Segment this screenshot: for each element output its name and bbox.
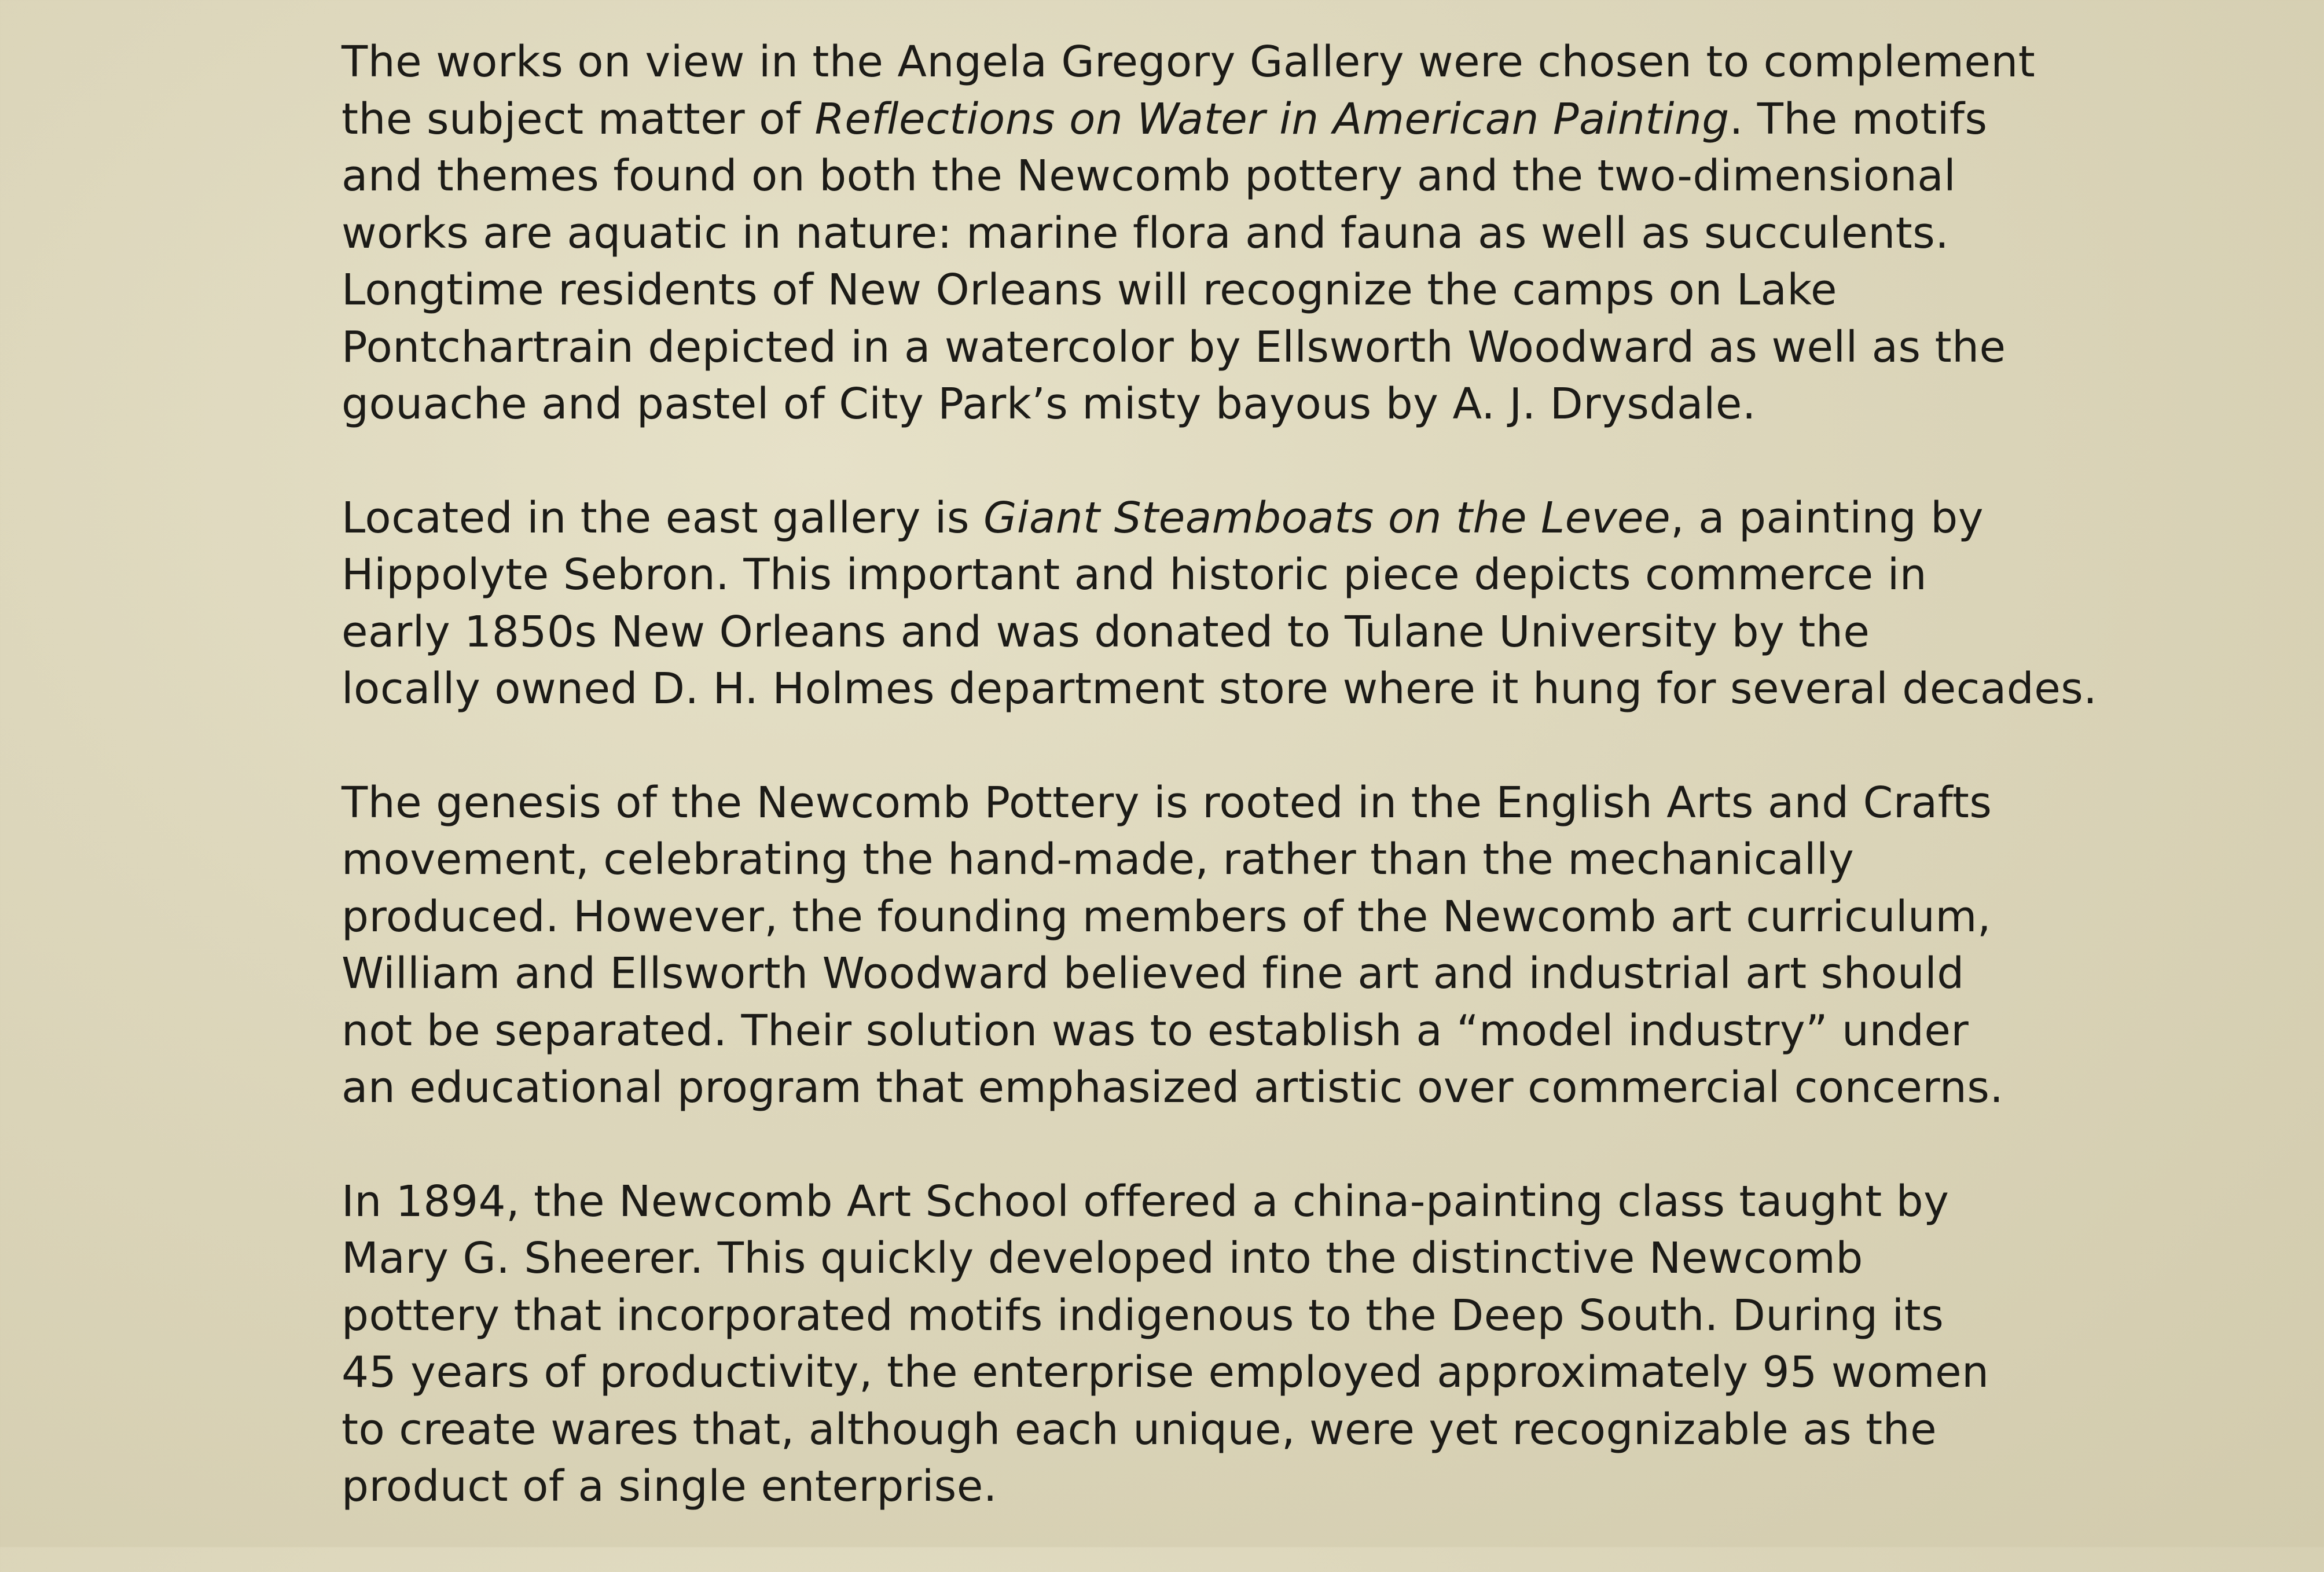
label-text: product of a single enterprise. — [342, 1461, 997, 1511]
label-text: to create wares that, although each unique, were yet recognizable as the — [342, 1404, 1937, 1455]
label-paragraph — [342, 1173, 2078, 1515]
label-line — [342, 604, 2078, 661]
label-line — [342, 376, 2078, 433]
label-paragraph — [342, 34, 2078, 433]
label-line — [342, 945, 2078, 1002]
label-text: works are aquatic in nature: marine flora and fauna as well as succulents. — [342, 208, 1949, 258]
label-text: In 1894, the Newcomb Art School offered a china-painting class taught by — [342, 1176, 1949, 1226]
label-paragraph — [342, 774, 2078, 1116]
label-text: locally owned D. H. Holmes department store where it hung for several decades. — [342, 664, 2098, 714]
label-line — [342, 1401, 2078, 1459]
label-line — [342, 1059, 2078, 1116]
label-line — [342, 660, 2098, 718]
label-text: The works on view in the Angela Gregory Gallery were chosen to complement — [342, 37, 2036, 87]
label-text: produced. However, the founding members of the Newcomb art curriculum, — [342, 891, 1992, 942]
label-text: movement, celebrating the hand-made, rather than the mechanically — [342, 835, 1855, 884]
italic-title: Reflections on Water in American Painting — [814, 94, 1730, 144]
label-line — [342, 831, 2078, 888]
label-line — [342, 546, 2078, 604]
label-line — [342, 1287, 2078, 1345]
label-line — [342, 1344, 2078, 1401]
label-line — [342, 1230, 2078, 1287]
label-line — [342, 1002, 2078, 1060]
label-text: not be separated. Their solution was to establish a “model industry” under — [342, 1005, 1969, 1056]
italic-title: Giant Steamboats on the Levee — [983, 493, 1671, 543]
label-text: 45 years of productivity, the enterprise employed approximately 95 women — [342, 1347, 1989, 1397]
label-line — [342, 319, 2078, 376]
label-line — [342, 91, 2078, 148]
label-text: Pontchartrain depicted in a watercolor by Ellsworth Woodward as well as the — [342, 322, 2006, 372]
label-line — [342, 148, 2078, 205]
label-line — [342, 490, 2078, 547]
label-text: Hippolyte Sebron. This important and historic piece depicts commerce in — [342, 550, 1928, 600]
label-line — [342, 1458, 2078, 1515]
label-text: Longtime residents of New Orleans will recognize the camps on Lake — [342, 265, 1838, 315]
label-text: an educational program that emphasized artistic over commercial concerns. — [342, 1063, 2004, 1112]
label-text: gouache and pastel of City Park’s misty bayous by A. J. Drysdale. — [342, 379, 1756, 429]
label-line — [342, 1173, 2078, 1231]
label-line — [342, 205, 2078, 262]
label-text: the subject matter of — [342, 94, 815, 144]
label-text: . The motifs — [1729, 94, 1988, 144]
label-text: Mary G. Sheerer. This quickly developed into the distinctive Newcomb — [342, 1233, 1863, 1283]
label-line — [342, 262, 2078, 319]
label-text: and themes found on both the Newcomb pottery and the two-dimensional — [342, 151, 1956, 201]
label-text: William and Ellsworth Woodward believed fine art and industrial art should — [342, 949, 1965, 998]
label-text: The genesis of the Newcomb Pottery is rooted in the English Arts and Crafts — [342, 777, 1992, 828]
label-text: early 1850s New Orleans and was donated to Tulane University by the — [342, 607, 1870, 657]
label-text: pottery that incorporated motifs indigenous to the Deep South. During its — [342, 1290, 1944, 1340]
label-line — [342, 34, 2078, 91]
label-line — [342, 774, 2078, 832]
wall-label-text — [342, 34, 2098, 1572]
label-paragraph — [342, 490, 2098, 718]
label-text: , a painting by — [1671, 493, 1984, 543]
label-text: Located in the east gallery is — [342, 493, 984, 543]
label-line — [342, 888, 2078, 946]
